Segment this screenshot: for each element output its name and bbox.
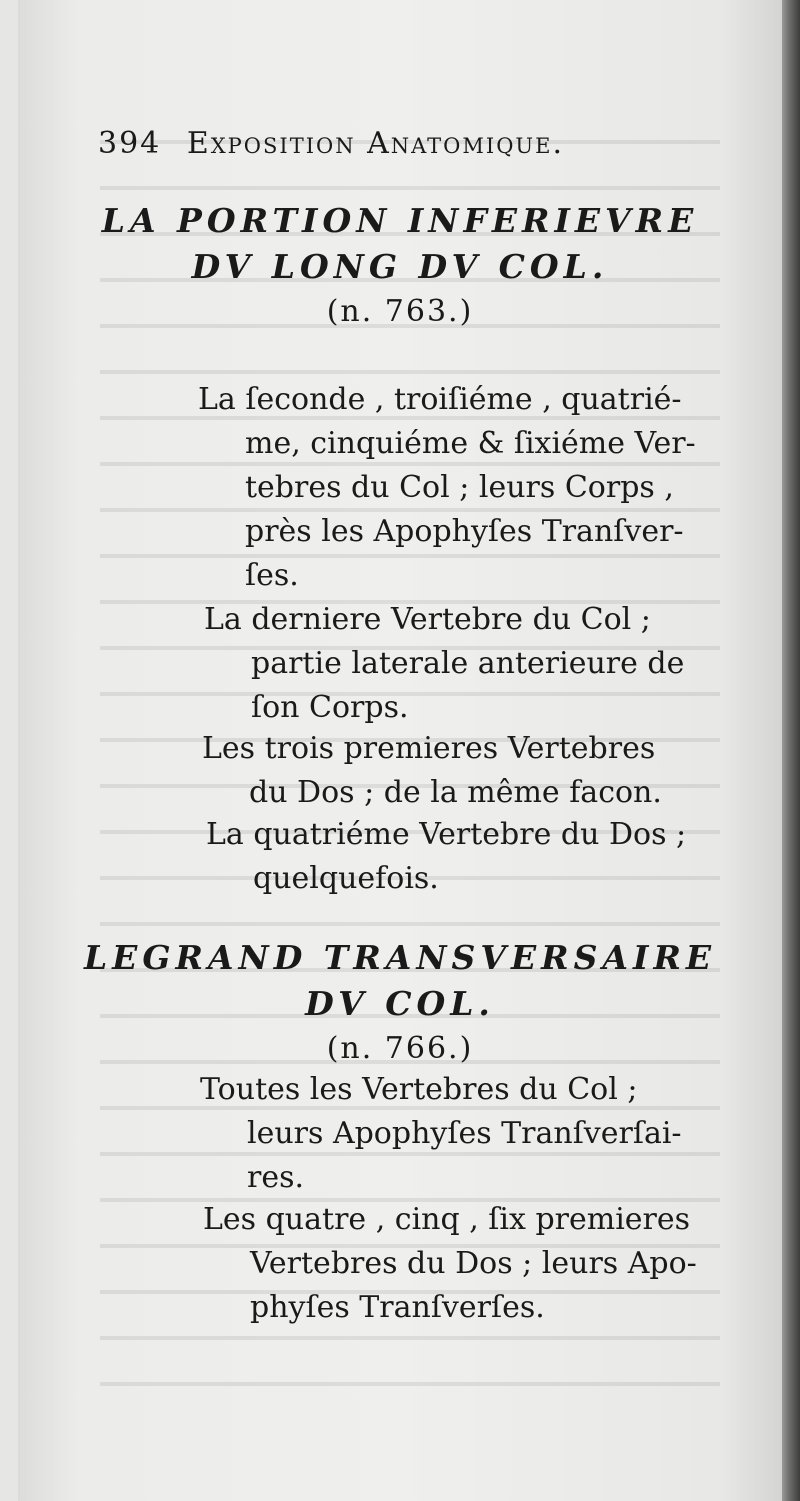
entry-line: Les quatre , cinq , ſix premieres	[203, 1202, 691, 1237]
entry-line: La derniere Vertebre du Col ;	[204, 602, 651, 637]
section-1-heading	[0, 198, 800, 334]
section-heading-line: LA PORTION INFERIEVRE	[101, 201, 699, 240]
section-heading-line: DV COL.	[305, 984, 495, 1023]
page-number: 394	[98, 126, 162, 161]
section-reference: (n. 763.)	[326, 294, 474, 329]
running-header	[98, 126, 698, 176]
entry-line: près les Apophyſes Tranſver-	[245, 514, 684, 549]
entry-line: tebres du Col ; leurs Corps ,	[245, 470, 674, 505]
section-reference: (n. 766.)	[326, 1031, 474, 1066]
entry-line: res.	[247, 1160, 305, 1195]
entry-line: La quatriéme Vertebre du Dos ;	[206, 817, 687, 852]
section-2-heading	[0, 935, 800, 1071]
entry-line: du Dos ; de la même facon.	[249, 775, 662, 810]
entry-line: ſon Corps.	[251, 690, 409, 725]
entry	[204, 598, 684, 730]
entry	[200, 1068, 682, 1200]
section-heading-line: DV LONG DV COL.	[191, 247, 609, 286]
entry-line: partie laterale anterieure de	[251, 646, 685, 681]
entry-line: La ſeconde , troiſiéme , quatrié-	[198, 382, 682, 417]
entry-line: ſes.	[245, 558, 299, 593]
entry	[203, 1198, 697, 1330]
section-heading-line: LEGRAND TRANSVERSAIRE	[83, 938, 717, 977]
entry-line: me, cinquiéme & ſixiéme Ver-	[245, 426, 696, 461]
entry-line: phyſes Tranſverſes.	[250, 1290, 545, 1325]
entry-line: Les trois premieres Vertebres	[202, 731, 656, 766]
entry	[198, 378, 696, 598]
running-title: Exposition Anatomique.	[186, 126, 564, 161]
entry-line: quelquefois.	[253, 861, 439, 896]
entry	[202, 727, 662, 815]
entry-line: leurs Apophyſes Tranſverſai-	[247, 1116, 682, 1151]
entry-line: Vertebres du Dos ; leurs Apo-	[250, 1246, 697, 1281]
entry	[206, 813, 686, 901]
entry-line: Toutes les Vertebres du Col ;	[200, 1072, 638, 1107]
